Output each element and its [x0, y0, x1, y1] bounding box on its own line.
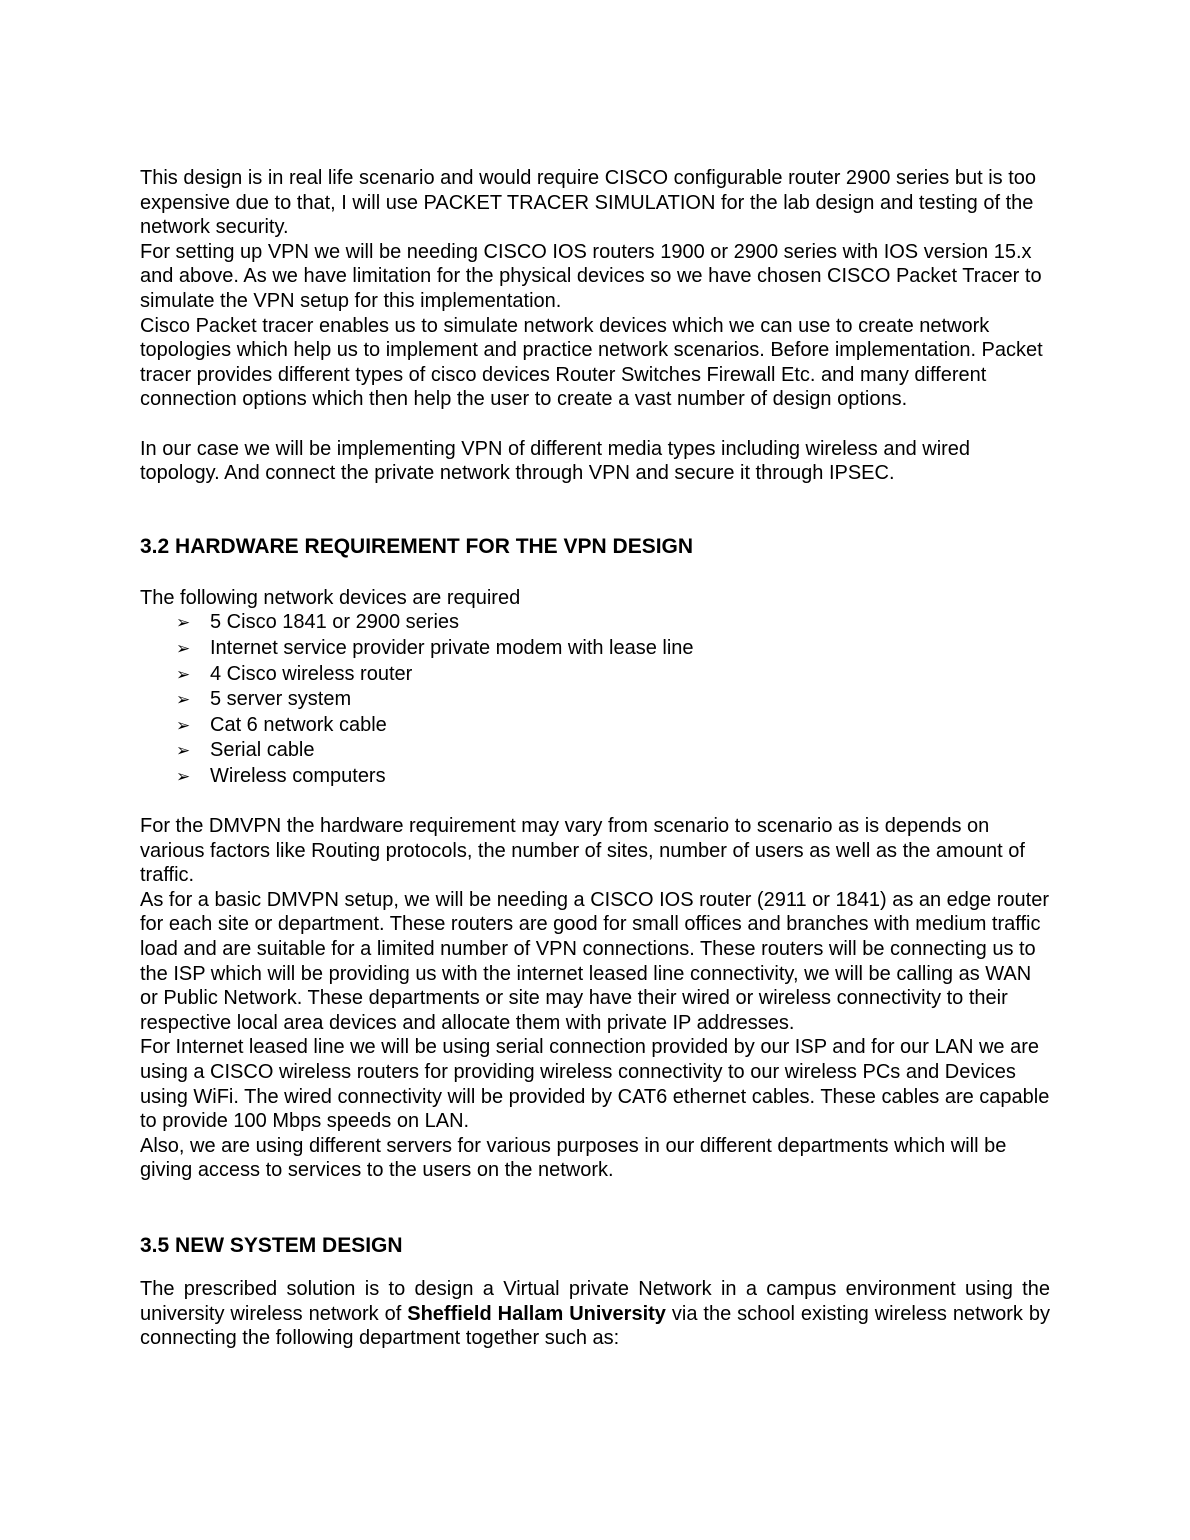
intro-paragraph-1: This design is in real life scenario and would require CISCO configurable router 2900 series but is too expensive due to that, I will use PACKET TRACER SIMULATION for the lab design and testing of the network security. — [140, 167, 1037, 239]
list-item — [176, 713, 1050, 739]
arrow-bullet-icon: ➢ — [176, 741, 191, 762]
list-item — [176, 636, 1050, 662]
list-item-text: 4 Cisco wireless router — [210, 662, 413, 685]
intro-paragraph-2: For setting up VPN we will be needing CISCO IOS routers 1900 or 2900 series with IOS version 15.x and above. As we have limitation for the physical devices so we have chosen CISCO Packet Tracer to simulate the VPN setup for this implementation. — [140, 240, 1042, 312]
hardware-list — [140, 610, 1050, 789]
arrow-bullet-icon: ➢ — [176, 715, 191, 736]
arrow-bullet-icon: ➢ — [176, 766, 191, 787]
design-text-start: The prescribed solution is to design a Virtual private Network in a campus environment using the university wireless network of — [140, 1277, 1050, 1325]
list-item-text: Internet service provider private modem with lease line — [210, 636, 694, 659]
list-item — [176, 662, 1050, 688]
document-page — [140, 166, 1050, 1351]
arrow-bullet-icon: ➢ — [176, 613, 191, 634]
list-item-text: Wireless computers — [210, 764, 386, 787]
hardware-heading: 3.2 HARDWARE REQUIREMENT FOR THE VPN DESIGN — [140, 534, 694, 558]
hardware-paragraph-4: Also, we are using different servers for various purposes in our different departments which will be giving access to services to the users on the network. — [140, 1134, 1007, 1182]
list-item-text: Cat 6 network cable — [210, 713, 387, 736]
list-item — [176, 738, 1050, 764]
list-item — [176, 764, 1050, 790]
hardware-lead: The following network devices are required — [140, 586, 521, 609]
hardware-paragraph-3: For Internet leased line we will be using serial connection provided by our ISP and for our LAN we are using a CISCO wireless routers for providing wireless connectivity to our wireless PCs and Devices using WiFi. The wired connectivity will be provided by CAT6 ethernet cables. These cables are capable to provide 100 Mbps speeds on LAN. — [140, 1036, 1050, 1133]
hardware-paragraph-1: For the DMVPN the hardware requirement may vary from scenario to scenario as is depends on various factors like Routing protocols, the number of sites, number of users as well as the amount of traffic. — [140, 815, 1025, 887]
list-item-text: 5 server system — [210, 688, 352, 711]
arrow-bullet-icon: ➢ — [176, 664, 191, 685]
design-paragraph — [140, 1277, 1050, 1351]
arrow-bullet-icon: ➢ — [176, 638, 191, 659]
design-heading: 3.5 NEW SYSTEM DESIGN — [140, 1233, 403, 1257]
list-item-text: 5 Cisco 1841 or 2900 series — [210, 611, 460, 634]
list-item — [176, 610, 1050, 636]
paragraph-gap — [140, 412, 1050, 437]
arrow-bullet-icon: ➢ — [176, 690, 191, 711]
intro-paragraph-4: In our case we will be implementing VPN of different media types including wireless and wired topology. And connect the private network through VPN and secure it through IPSEC. — [140, 437, 971, 485]
list-item-text: Serial cable — [210, 739, 315, 762]
intro-paragraph-3: Cisco Packet tracer enables us to simulate network devices which we can use to create network topologies which help us to implement and practice network scenarios. Before implementation. Packet tracer provides different types of cisco devices Router Switches Firewall Etc. and many different connection options which then help the user to create a vast number of design options. — [140, 314, 1043, 411]
university-name: Sheffield Hallam University — [407, 1302, 666, 1325]
design-text-end: via the school existing wireless network by connecting the following department together such as: — [140, 1302, 1050, 1350]
hardware-paragraph-2: As for a basic DMVPN setup, we will be needing a CISCO IOS router (2911 or 1841) as an edge router for each site or department. These routers are good for small offices and branches with medium traffic load and are suitable for a limited number of VPN connections. These routers will be connecting us to the ISP which will be providing us with the internet leased line connectivity, we will be calling as WAN or Public Network. These departments or site may have their wired or wireless connectivity to their respective local area devices and allocate them with private IP addresses. — [140, 888, 1049, 1034]
paragraph-gap — [140, 789, 1050, 814]
list-item — [176, 687, 1050, 713]
